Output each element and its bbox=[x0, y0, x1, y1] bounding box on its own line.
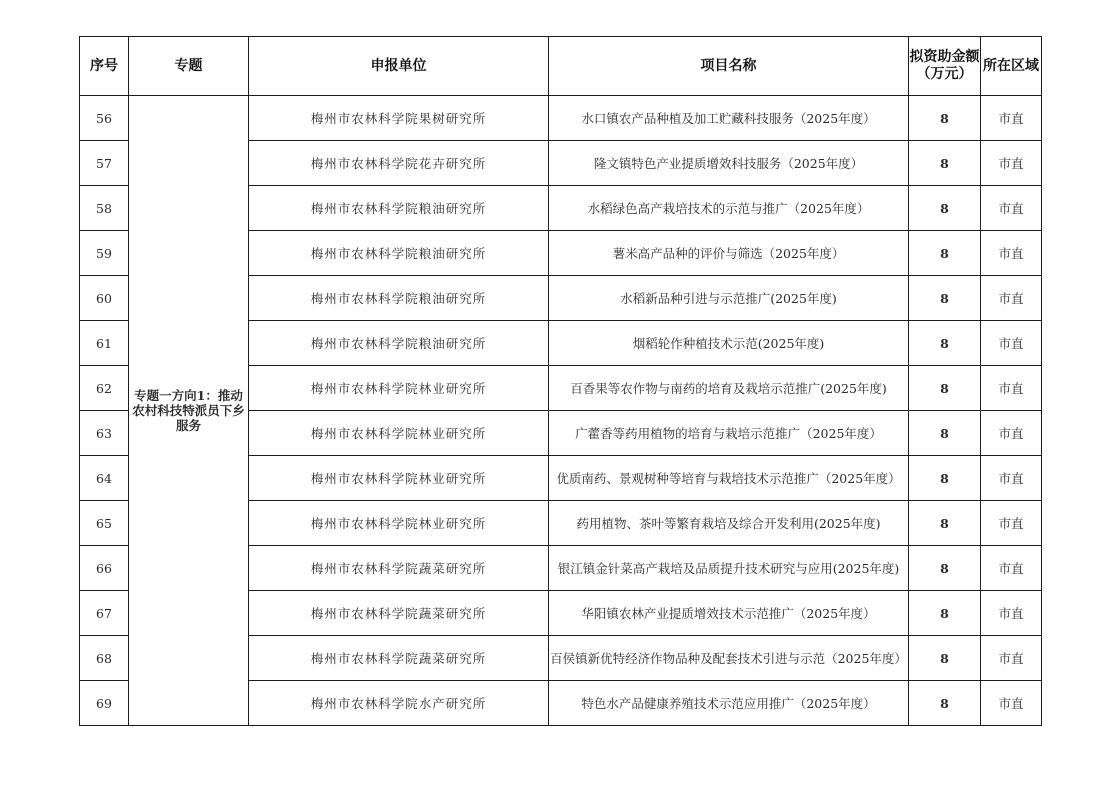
cell-region: 市直 bbox=[981, 546, 1042, 591]
cell-seq: 63 bbox=[80, 411, 129, 456]
cell-seq: 57 bbox=[80, 141, 129, 186]
cell-unit: 梅州市农林科学院水产研究所 bbox=[249, 681, 549, 726]
cell-region: 市直 bbox=[981, 636, 1042, 681]
header-amount: 拟资助金额（万元） bbox=[909, 37, 981, 96]
cell-region: 市直 bbox=[981, 321, 1042, 366]
cell-unit: 梅州市农林科学院蔬菜研究所 bbox=[249, 591, 549, 636]
cell-amount: 8 bbox=[909, 456, 981, 501]
cell-seq: 62 bbox=[80, 366, 129, 411]
cell-amount: 8 bbox=[909, 546, 981, 591]
cell-amount: 8 bbox=[909, 186, 981, 231]
topic-cell: 专题一方向1：推动农村科技特派员下乡服务 bbox=[129, 96, 249, 726]
cell-amount: 8 bbox=[909, 636, 981, 681]
cell-project: 烟稻轮作种植技术示范(2025年度) bbox=[549, 321, 909, 366]
cell-seq: 58 bbox=[80, 186, 129, 231]
cell-amount: 8 bbox=[909, 366, 981, 411]
cell-region: 市直 bbox=[981, 501, 1042, 546]
cell-project: 药用植物、茶叶等繁育栽培及综合开发利用(2025年度) bbox=[549, 501, 909, 546]
cell-unit: 梅州市农林科学院粮油研究所 bbox=[249, 186, 549, 231]
cell-project: 优质南药、景观树种等培育与栽培技术示范推广（2025年度） bbox=[549, 456, 909, 501]
cell-unit: 梅州市农林科学院粮油研究所 bbox=[249, 321, 549, 366]
cell-region: 市直 bbox=[981, 231, 1042, 276]
header-seq: 序号 bbox=[80, 37, 129, 96]
header-unit: 申报单位 bbox=[249, 37, 549, 96]
cell-project: 水稻绿色高产栽培技术的示范与推广（2025年度） bbox=[549, 186, 909, 231]
cell-amount: 8 bbox=[909, 321, 981, 366]
cell-project: 特色水产品健康养殖技术示范应用推广（2025年度） bbox=[549, 681, 909, 726]
cell-unit: 梅州市农林科学院林业研究所 bbox=[249, 411, 549, 456]
cell-region: 市直 bbox=[981, 591, 1042, 636]
cell-amount: 8 bbox=[909, 681, 981, 726]
cell-region: 市直 bbox=[981, 186, 1042, 231]
cell-project: 广藿香等药用植物的培育与栽培示范推广（2025年度） bbox=[549, 411, 909, 456]
cell-unit: 梅州市农林科学院果树研究所 bbox=[249, 96, 549, 141]
cell-region: 市直 bbox=[981, 456, 1042, 501]
cell-seq: 65 bbox=[80, 501, 129, 546]
header-region: 所在区域 bbox=[981, 37, 1042, 96]
cell-amount: 8 bbox=[909, 231, 981, 276]
cell-unit: 梅州市农林科学院蔬菜研究所 bbox=[249, 546, 549, 591]
cell-project: 薯米高产品种的评价与筛选（2025年度） bbox=[549, 231, 909, 276]
cell-region: 市直 bbox=[981, 96, 1042, 141]
cell-seq: 60 bbox=[80, 276, 129, 321]
cell-seq: 64 bbox=[80, 456, 129, 501]
cell-region: 市直 bbox=[981, 366, 1042, 411]
cell-region: 市直 bbox=[981, 141, 1042, 186]
cell-unit: 梅州市农林科学院粮油研究所 bbox=[249, 231, 549, 276]
header-topic: 专题 bbox=[129, 37, 249, 96]
cell-project: 水口镇农产品种植及加工贮藏科技服务（2025年度） bbox=[549, 96, 909, 141]
cell-amount: 8 bbox=[909, 411, 981, 456]
cell-unit: 梅州市农林科学院林业研究所 bbox=[249, 501, 549, 546]
cell-project: 百香果等农作物与南药的培育及栽培示范推广(2025年度) bbox=[549, 366, 909, 411]
cell-unit: 梅州市农林科学院蔬菜研究所 bbox=[249, 636, 549, 681]
cell-project: 银江镇金针菜高产栽培及品质提升技术研究与应用(2025年度) bbox=[549, 546, 909, 591]
cell-unit: 梅州市农林科学院林业研究所 bbox=[249, 456, 549, 501]
cell-seq: 67 bbox=[80, 591, 129, 636]
cell-project: 百侯镇新优特经济作物品种及配套技术引进与示范（2025年度） bbox=[549, 636, 909, 681]
cell-seq: 66 bbox=[80, 546, 129, 591]
cell-seq: 61 bbox=[80, 321, 129, 366]
cell-unit: 梅州市农林科学院花卉研究所 bbox=[249, 141, 549, 186]
table-header-row bbox=[80, 37, 1042, 96]
cell-unit: 梅州市农林科学院林业研究所 bbox=[249, 366, 549, 411]
cell-seq: 59 bbox=[80, 231, 129, 276]
cell-unit: 梅州市农林科学院粮油研究所 bbox=[249, 276, 549, 321]
table-body bbox=[80, 96, 1042, 726]
cell-region: 市直 bbox=[981, 276, 1042, 321]
cell-project: 隆文镇特色产业提质增效科技服务（2025年度） bbox=[549, 141, 909, 186]
cell-amount: 8 bbox=[909, 141, 981, 186]
cell-region: 市直 bbox=[981, 681, 1042, 726]
cell-project: 水稻新品种引进与示范推广(2025年度) bbox=[549, 276, 909, 321]
cell-seq: 68 bbox=[80, 636, 129, 681]
header-project: 项目名称 bbox=[549, 37, 909, 96]
cell-amount: 8 bbox=[909, 591, 981, 636]
cell-region: 市直 bbox=[981, 411, 1042, 456]
cell-seq: 56 bbox=[80, 96, 129, 141]
cell-seq: 69 bbox=[80, 681, 129, 726]
cell-amount: 8 bbox=[909, 96, 981, 141]
cell-amount: 8 bbox=[909, 276, 981, 321]
cell-project: 华阳镇农林产业提质增效技术示范推广（2025年度） bbox=[549, 591, 909, 636]
funding-table bbox=[79, 36, 1042, 726]
cell-amount: 8 bbox=[909, 501, 981, 546]
table-row bbox=[80, 96, 1042, 141]
